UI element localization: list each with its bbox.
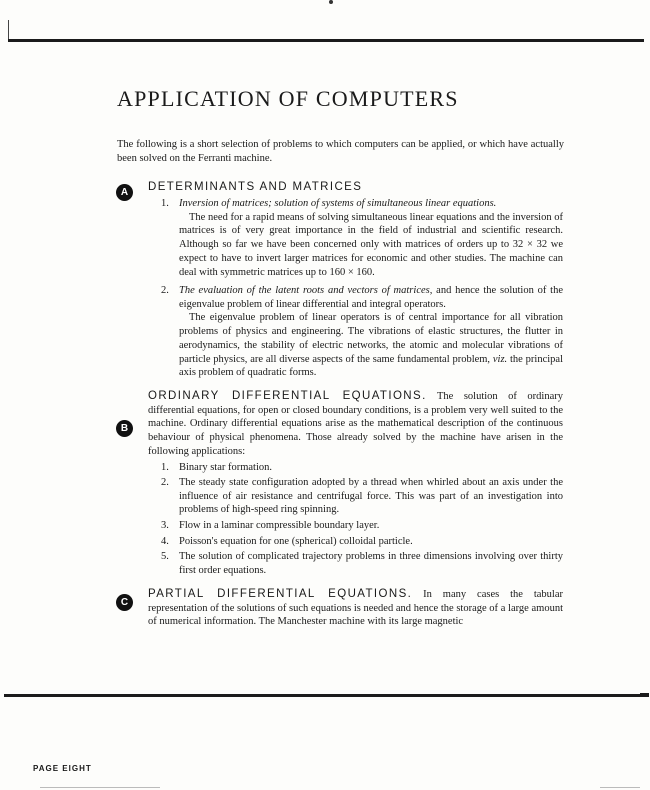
item-text: Flow in a laminar compressible boundary layer.	[179, 520, 380, 531]
item-body-end: the principal axis problem of quadratic forms.	[179, 353, 563, 379]
section-b-text: The solution of ordinary differential equations, for open or closed boundary conditions, is a problem very well suited to the machine. Ordinary differential equations arise as the mathematical description of the continuous behaviour of physical phenomena. Those already solved by the machine have arisen in the following applications:	[148, 391, 563, 457]
section-a-badge: A	[116, 184, 133, 201]
section-b-item-5	[161, 550, 563, 577]
section-b-badge: B	[116, 420, 133, 437]
scan-speck	[329, 0, 333, 4]
item-number: 1.	[161, 462, 169, 473]
item-number: 2.	[161, 477, 169, 488]
item-body: The eigenvalue problem of linear operators is of central importance for all vibration problems of physics and engineering. The vibrations of elastic structures, the flutter in aerodynamics, the stability of electric networks, the atomic and molecular vibrations of particle physics, are all diverse aspects of the same fundamental problem,	[179, 312, 563, 365]
section-c-heading: PARTIAL DIFFERENTIAL EQUATIONS.	[148, 588, 413, 600]
item-title-rest: and hence the solution of the eigenvalue problem of linear differential and integral operators.	[179, 285, 564, 310]
top-rule	[8, 39, 644, 42]
section-b-item-4	[161, 535, 563, 549]
section-b-item-2	[161, 476, 563, 517]
item-title: The evaluation of the latent roots and vectors of matrices,	[179, 285, 433, 296]
item-number: 4.	[161, 536, 169, 547]
section-c-paragraph	[148, 588, 563, 629]
section-a-item-1	[161, 197, 563, 279]
item-text: The solution of complicated trajectory problems in three dimensions involving over thirty first order equations.	[179, 551, 563, 576]
section-b-item-3	[161, 519, 563, 533]
bottom-rule	[4, 694, 648, 697]
item-number: 2.	[161, 285, 169, 296]
item-text: Binary star formation.	[179, 462, 273, 473]
section-a-item-2	[161, 284, 563, 380]
page-title: APPLICATION OF COMPUTERS	[117, 86, 459, 111]
section-b-item-1	[161, 461, 563, 475]
intro-paragraph: The following is a short selection of problems to which computers can be applied, or which have actually been solved on the Ferranti machine.	[117, 139, 564, 164]
section-c-text: In many cases the tabular representation of the solutions of such equations is needed and hence the storage of a large amount of numerical information. The Manchester machine with its large magnetic	[148, 589, 563, 628]
section-a-heading: DETERMINANTS AND MATRICES	[148, 181, 363, 193]
item-body-viz: viz.	[492, 353, 508, 365]
section-b-paragraph	[148, 390, 563, 459]
item-number: 3.	[161, 520, 169, 531]
item-number: 1.	[161, 198, 169, 209]
item-text: The steady state configuration adopted by a thread when whirled about an axis under the influence of air resistance and centrifugal force. This was part of an investigation into problems of high-speed ring spinning.	[179, 477, 563, 516]
footer-scan-line	[40, 787, 160, 788]
footer-scan-line-right	[600, 787, 640, 788]
item-number: 5.	[161, 551, 169, 562]
section-c-badge: C	[116, 594, 133, 611]
section-b-heading: ORDINARY DIFFERENTIAL EQUATIONS.	[148, 390, 427, 402]
item-body: The need for a rapid means of solving simultaneous linear equations and the inversion of matrices is of very great importance in the field of industrial and scientific research. Although so far we have been concerned only with matrices of orders up to 32 × 32 we expect to have to invert larger matrices for economic and other studies. The machine can deal with symmetric matrices up to 160 × 160.	[179, 211, 563, 278]
bottom-rule-cap	[640, 693, 649, 697]
page-footer: PAGE EIGHT	[33, 764, 92, 773]
top-rule-tick	[8, 20, 9, 40]
item-text: Poisson's equation for one (spherical) colloidal particle.	[179, 536, 413, 547]
item-title: Inversion of matrices; solution of systems of simultaneous linear equations.	[179, 198, 497, 209]
